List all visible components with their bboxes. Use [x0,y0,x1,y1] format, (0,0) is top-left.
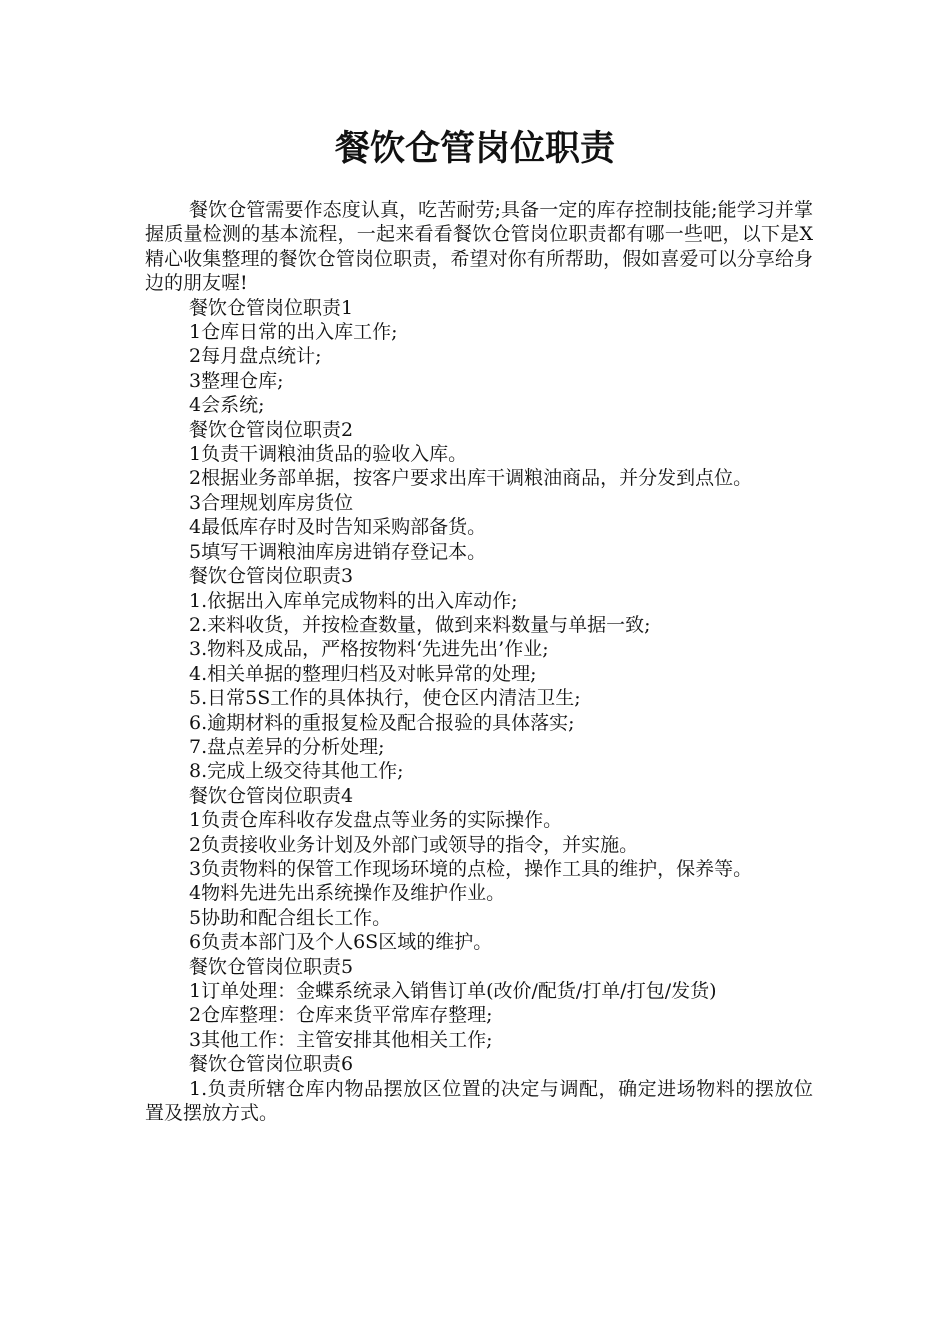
intro-paragraph: 餐饮仓管需要作态度认真，吃苦耐劳;具备一定的库存控制技能;能学习并掌握质量检测的基本流程，一起来看看餐饮仓管岗位职责都有哪一些吧，以下是X精心收集整理的餐饮仓管岗位职责，希望对你有所帮助，假如喜爱可以分享给身边的朋友喔! [145,199,813,295]
section-heading-4: 餐饮仓管岗位职责4 [189,784,354,807]
list-item: 2每月盘点统计; [189,345,322,368]
document-title: 餐饮仓管岗位职责 [334,129,615,169]
list-item: 6负责本部门及个人6S区域的维护。 [189,931,493,954]
list-item: 2负责接收业务计划及外部门或领导的指令，并实施。 [189,833,639,856]
section-heading-1: 餐饮仓管岗位职责1 [189,296,354,319]
list-item: 5.日常5S工作的具体执行，使仓区内清洁卫生; [189,687,581,710]
list-item: 1负责仓库科收存发盘点等业务的实际操作。 [189,809,563,832]
list-item: 4.相关单据的整理归档及对帐异常的处理; [189,662,537,685]
document-body [145,198,813,1125]
list-item: 2.来料收货，并按检查数量，做到来料数量与单据一致; [189,613,651,636]
list-item: 4会系统; [189,394,265,417]
list-item: 4最低库存时及时告知采购部备货。 [189,516,487,539]
list-item: 1.依据出入库单完成物料的出入库动作; [189,589,518,612]
list-item: 3负责物料的保管工作现场环境的点检，操作工具的维护，保养等。 [189,857,753,880]
list-item: 3合理规划库房货位 [189,491,354,514]
section-heading-2: 餐饮仓管岗位职责2 [189,418,354,441]
list-item: 3.物料及成品，严格按物料‘先进先出’作业; [189,638,549,661]
list-item: 1订单处理：金蝶系统录入销售订单(改价/配货/打单/打包/发货) [189,980,717,1002]
list-item: 8.完成上级交待其他工作; [189,760,404,783]
list-item: 5填写干调粮油库房进销存登记本。 [189,540,487,563]
list-item: 7.盘点差异的分析处理; [189,735,385,758]
section-heading-6: 餐饮仓管岗位职责6 [189,1053,354,1076]
list-item: 6.逾期材料的重报复检及配合报验的具体落实; [189,711,575,734]
list-item: 1仓库日常的出入库工作; [189,321,398,344]
list-item: 2仓库整理：仓库来货平常库存整理; [189,1004,493,1027]
list-item: 4物料先进先出系统操作及维护作业。 [189,882,506,905]
list-item: 1.负责所辖仓库内物品摆放区位置的决定与调配，确定进场物料的摆放位置及摆放方式。 [145,1077,813,1125]
list-item: 1负责干调粮油货品的验收入库。 [189,443,468,466]
list-item: 5协助和配合组长工作。 [189,906,392,929]
list-item: 2根据业务部单据，按客户要求出库干调粮油商品，并分发到点位。 [189,467,753,490]
section-heading-3: 餐饮仓管岗位职责3 [189,565,354,588]
list-item: 3整理仓库; [189,369,284,392]
section-heading-5: 餐饮仓管岗位职责5 [189,955,354,978]
list-item: 3其他工作：主管安排其他相关工作; [189,1028,493,1051]
